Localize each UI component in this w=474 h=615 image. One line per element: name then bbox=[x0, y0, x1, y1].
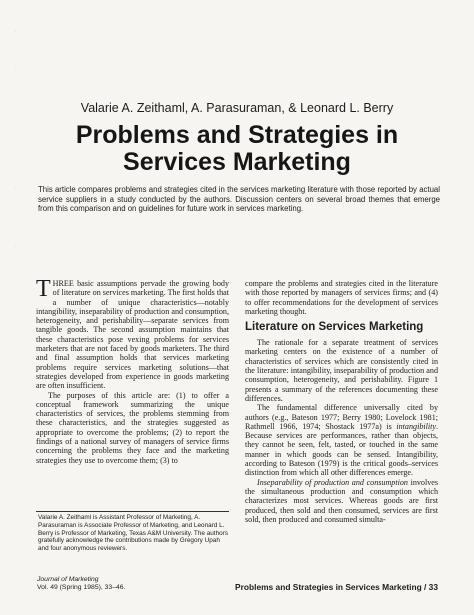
intangibility-text-b: . Because services are performances, rather than objects, they cannot be seen, felt, tasted, or touched in the same manner in which goods can be sensed. Intangibility, according to Bateson (1979) is the critical goods–services distinction from which all other differences emerge. bbox=[245, 421, 438, 478]
inseparability-paragraph bbox=[245, 478, 438, 524]
margin-mark: · bbox=[15, 245, 17, 250]
margin-mark: · bbox=[15, 30, 17, 35]
author-footnote: Valarie A. Zeithaml is Assistant Professor of Marketing, A. Parasuraman is Associate Professor of Marketing, and Leonard L. Berry is Professor of Marketing, Texas A&M University. The authors gratefully acknowledge the contributions made by Gregory Upah and four anonymous reviewers. bbox=[38, 514, 229, 553]
journal-name: Journal of Marketing bbox=[37, 576, 99, 583]
continuation-paragraph: compare the problems and strategies cited in the literature with those reported by managers of services firms; and (4) to offer recommendations for the development of services marketing thought. bbox=[245, 279, 438, 316]
intangibility-text-a: The fundamental difference universally cited by authors (e.g., Bateson 1977; Berry 1980; Lovelock 1981; Rathmell 1966, 1974; Shostack 1977a) is bbox=[245, 403, 438, 431]
abstract: This article compares problems and strategies cited in the services marketing literature with those reported by actual service suppliers in a study conducted by the authors. Discussion centers on several broad themes that emerge from this comparison and on guidelines for future work in services marketing. bbox=[38, 185, 440, 214]
intangibility-paragraph bbox=[245, 403, 438, 477]
margin-mark: · bbox=[15, 186, 17, 191]
inseparability-text: involves the simultaneous production and consumption which characterizes most services. Whereas goods are first produced, then sold and then consumed, services are first sold, then produced and consumed simulta- bbox=[245, 477, 438, 524]
intro-paragraph bbox=[36, 276, 229, 391]
intangibility-term: intangibility bbox=[396, 421, 436, 431]
rationale-paragraph: The rationale for a separate treatment of services marketing centers on the existence of a number of characteristics of services which are consistently cited in the literature: intangibility, inseparability of production and consumption, heterogeneity, and perishability. Figure 1 presents a summary of the references documenting these differences. bbox=[245, 338, 438, 403]
author-line: Valarie A. Zeithaml, A. Parasuraman, & Leonard L. Berry bbox=[80, 101, 394, 115]
footnote-rule bbox=[36, 511, 229, 512]
title-line-1: Problems and Strategies in bbox=[75, 121, 399, 149]
section-heading: Literature on Services Marketing bbox=[245, 321, 424, 334]
column-left bbox=[36, 276, 229, 465]
intro-text: HREE basic assumptions pervade the growing body of literature on services marketing. The first holds that a number of unique characteristics—notably intangibility, inseparability of production and consumption, heterogeneity, and perishability—separate services from tangible goods. The second assumption maintains that these characteristics pose vexing problems for services marketers that are not faced by goods marketers. The third and final assumption holds that services marketing problems require services marketing solutions—that strategies developed from experience in goods marketing are often insufficient. bbox=[36, 279, 229, 391]
article-title bbox=[0, 122, 474, 176]
title-line-2: Services Marketing bbox=[123, 148, 351, 176]
margin-mark: · bbox=[15, 68, 17, 73]
running-footer: Problems and Strategies in Services Marketing / 33 bbox=[235, 582, 438, 592]
drop-cap: T bbox=[36, 276, 51, 302]
purpose-paragraph: The purposes of this article are: (1) to offer a conceptual framework summarizing the unique characteristics of services, the problems stemming from these characteristics, and the strategies suggested as appropriate to overcome the problems; (2) to report the findings of a national survey of managers of service firms concerning the problems they face and the marketing strategies they use to overcome them; (3) to bbox=[36, 390, 229, 465]
journal-volume: Vol. 49 (Spring 1985), 33–46. bbox=[37, 584, 126, 591]
column-right bbox=[245, 279, 438, 524]
inseparability-term: Inseparability of production and consumption bbox=[257, 477, 408, 487]
